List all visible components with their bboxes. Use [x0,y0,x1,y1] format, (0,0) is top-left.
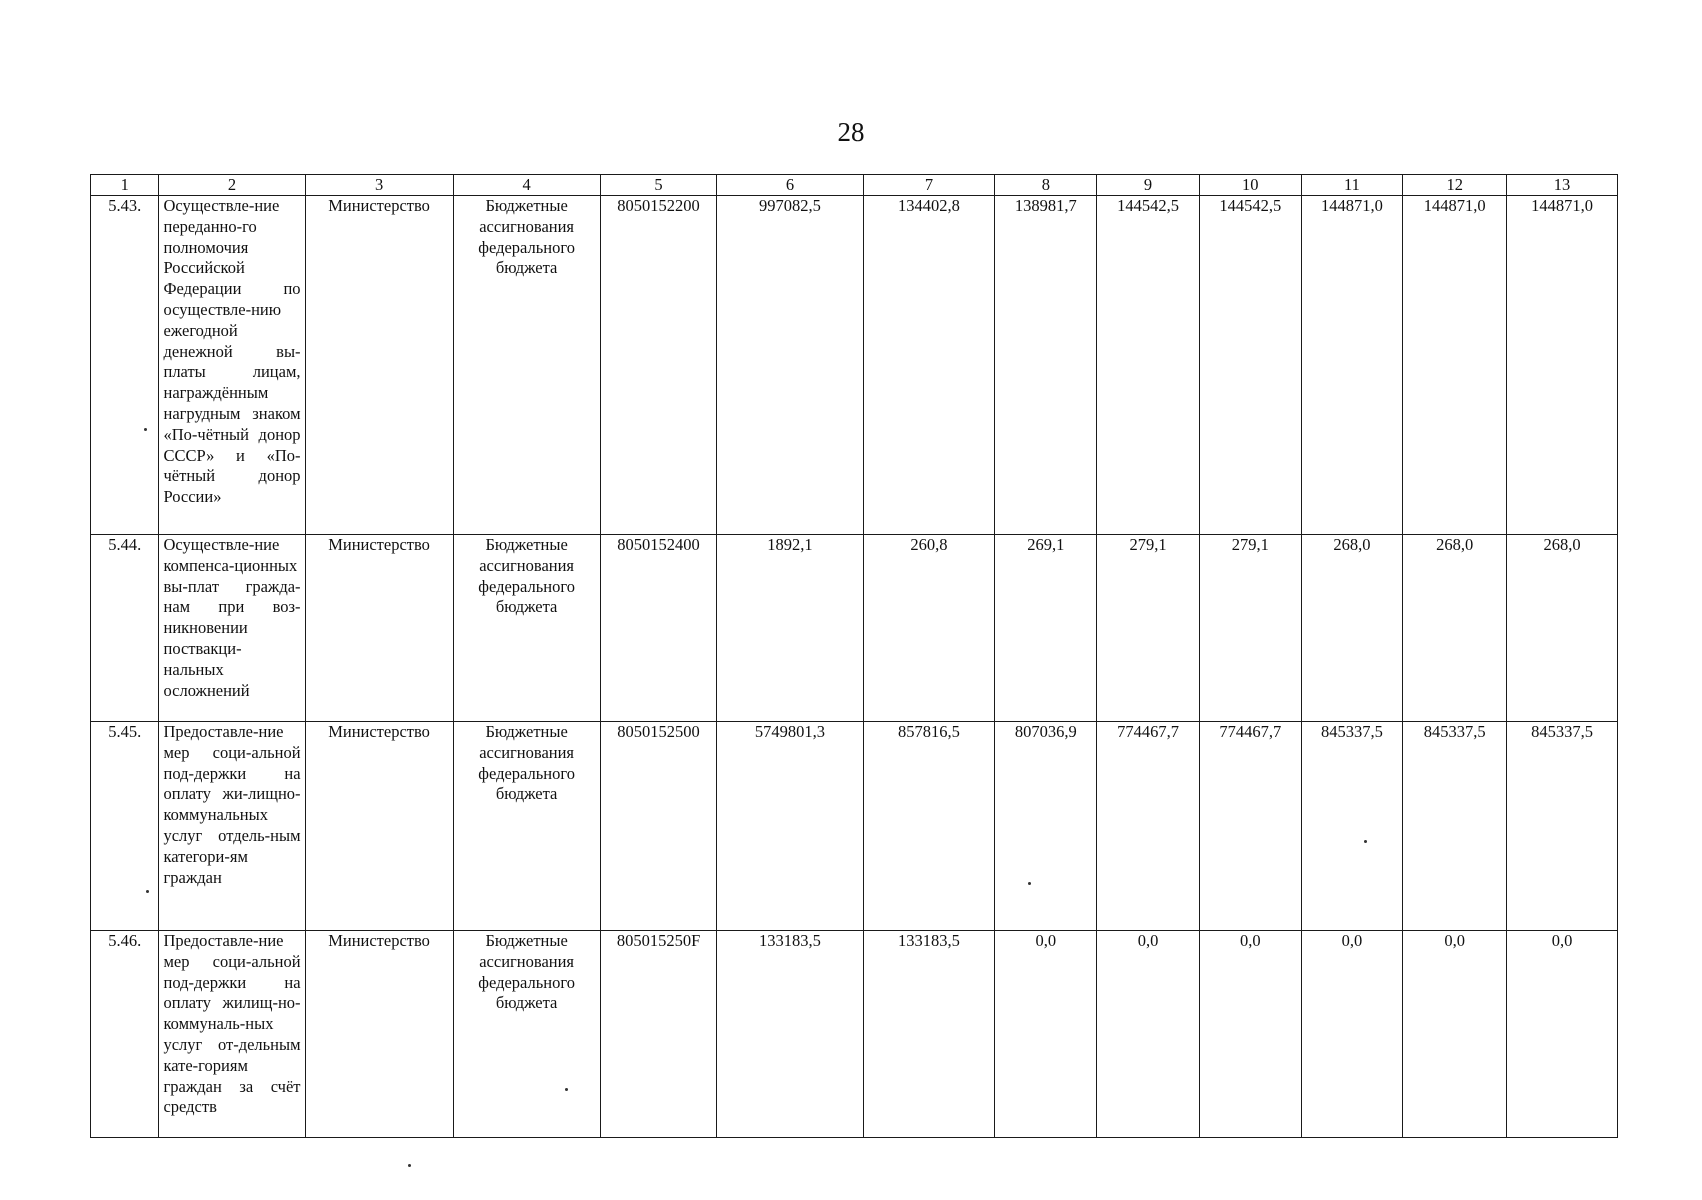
row-description: Предоставле-ние мер соци-альной под-держки на оплату жи-лищно-коммунальных услуг отдель-ным категори-ям граждан [159,722,305,931]
row-value: 0,0 [1507,931,1618,1138]
header-cell: 6 [717,175,863,196]
row-value: 857816,5 [863,722,995,931]
row-number: 5.43. [91,196,159,535]
row-value: 845337,5 [1301,722,1403,931]
row-value: 268,0 [1301,535,1403,722]
row-value: 0,0 [1199,931,1301,1138]
row-value: 0,0 [1403,931,1507,1138]
header-cell: 8 [995,175,1097,196]
header-cell: 13 [1507,175,1618,196]
row-value: 997082,5 [717,196,863,535]
table-header-row [91,175,1618,196]
row-value: 144871,0 [1301,196,1403,535]
header-cell: 11 [1301,175,1403,196]
scan-speck [146,890,149,893]
row-value: 269,1 [995,535,1097,722]
row-value: 0,0 [1097,931,1200,1138]
header-cell: 3 [305,175,453,196]
table-row [91,722,1618,931]
header-cell: 2 [159,175,305,196]
row-value: 0,0 [995,931,1097,1138]
scan-speck [1028,882,1031,885]
row-funding-source: Бюджетные ассигнования федерального бюджета [453,535,600,722]
scan-speck [144,428,147,431]
table-row [91,535,1618,722]
row-value: 144542,5 [1097,196,1200,535]
row-funding-source: Бюджетные ассигнования федерального бюджета [453,931,600,1138]
row-value: 807036,9 [995,722,1097,931]
row-number: 5.46. [91,931,159,1138]
row-funding-source: Бюджетные ассигнования федерального бюджета [453,722,600,931]
row-value: 279,1 [1199,535,1301,722]
row-description: Осуществле-ние переданно-го полномочия Российской Федерации по осуществле-нию ежегодной денежной вы-платы лицам, награждённым нагрудным знаком «По-чётный донор СССР» и «По-чётный донор России» [159,196,305,535]
row-value: 5749801,3 [717,722,863,931]
row-description: Осуществле-ние компенса-ционных вы-плат гражда-нам при воз-никновении поствакци-нальных осложнений [159,535,305,722]
row-value: 845337,5 [1507,722,1618,931]
row-value: 268,0 [1507,535,1618,722]
header-cell: 7 [863,175,995,196]
row-value: 144542,5 [1199,196,1301,535]
row-value: 138981,7 [995,196,1097,535]
table-row [91,931,1618,1138]
row-description: Предоставле-ние мер соци-альной под-держки на оплату жилищ-но-коммуналь-ных услуг от-дельным кате-гориям граждан за счёт средств [159,931,305,1138]
row-funding-source: Бюджетные ассигнования федерального бюджета [453,196,600,535]
row-value: 144871,0 [1507,196,1618,535]
page-number: 28 [837,117,865,147]
row-value: 133183,5 [863,931,995,1138]
row-budget-code: 8050152400 [600,535,717,722]
header-cell: 4 [453,175,600,196]
scan-speck [565,1088,568,1091]
row-value: 133183,5 [717,931,863,1138]
row-executor: Министерство [305,931,453,1138]
row-executor: Министерство [305,535,453,722]
row-value: 260,8 [863,535,995,722]
row-value: 774467,7 [1199,722,1301,931]
row-value: 1892,1 [717,535,863,722]
header-cell: 9 [1097,175,1200,196]
row-value: 774467,7 [1097,722,1200,931]
row-number: 5.44. [91,535,159,722]
row-value: 0,0 [1301,931,1403,1138]
row-value: 845337,5 [1403,722,1507,931]
row-executor: Министерство [305,722,453,931]
row-value: 134402,8 [863,196,995,535]
row-value: 268,0 [1403,535,1507,722]
row-value: 279,1 [1097,535,1200,722]
row-budget-code: 8050152200 [600,196,717,535]
row-value: 144871,0 [1403,196,1507,535]
table-row [91,196,1618,535]
budget-table [90,174,1618,1138]
header-cell: 5 [600,175,717,196]
scan-speck [1364,840,1367,843]
header-cell: 1 [91,175,159,196]
row-number: 5.45. [91,722,159,931]
row-budget-code: 8050152500 [600,722,717,931]
header-cell: 12 [1403,175,1507,196]
row-executor: Министерство [305,196,453,535]
scan-speck [408,1164,411,1167]
row-budget-code: 805015250F [600,931,717,1138]
header-cell: 10 [1199,175,1301,196]
